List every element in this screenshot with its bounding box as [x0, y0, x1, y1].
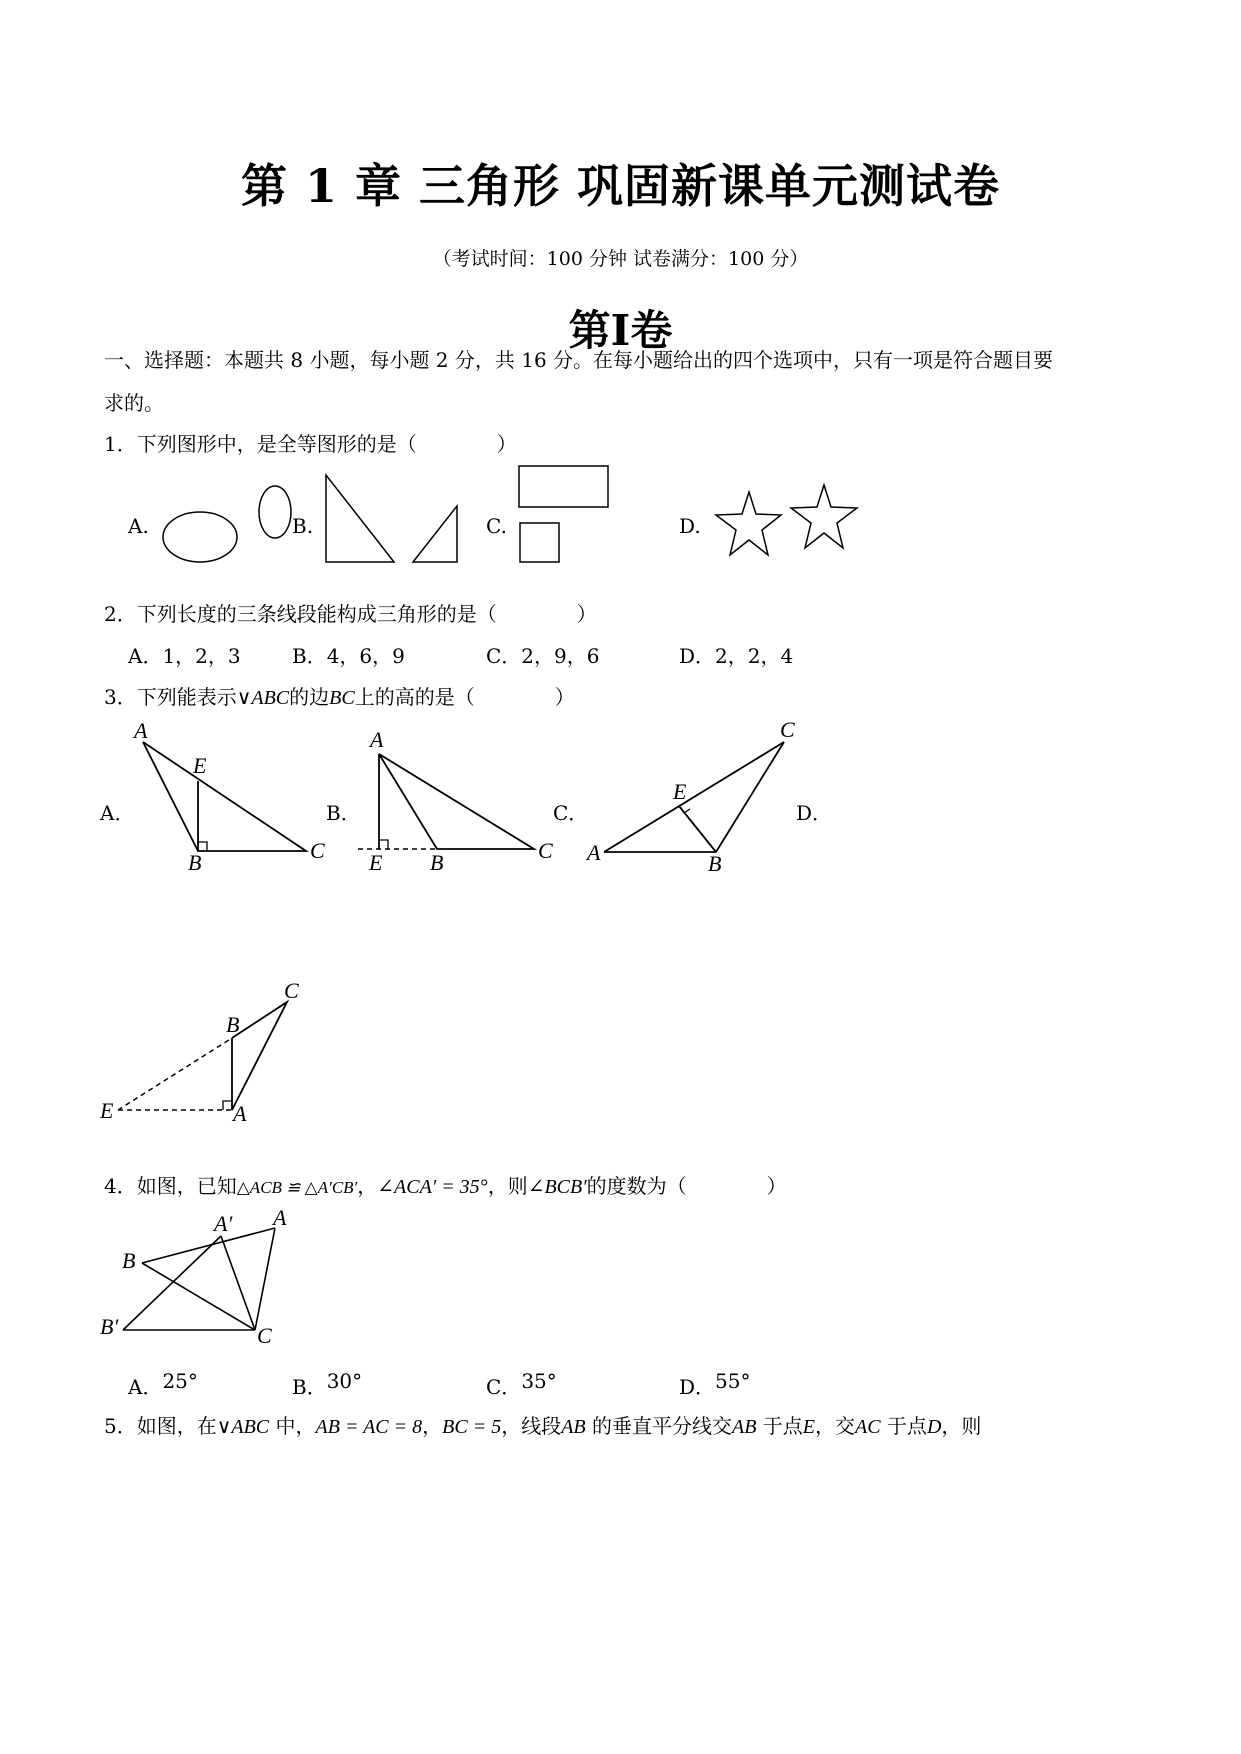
q5-math-ab: AB	[561, 1416, 586, 1438]
q4-math-angle: ∠ACA′ = 35°	[377, 1176, 488, 1198]
q5-math-eq2: BC = 5	[442, 1416, 502, 1438]
q4-stem-part: ，则	[487, 1174, 528, 1198]
q5-stem-part: ，则	[941, 1414, 982, 1438]
q3-stem-part: 上的高的是（ ）	[354, 685, 575, 709]
q5-stem-part: 的垂直平分线交	[585, 1414, 732, 1438]
q3-fig-a-label-e: E	[193, 753, 207, 778]
q4-fig-label-a-prime: A′	[214, 1211, 233, 1236]
q4-option-letter: D．	[679, 1375, 716, 1399]
q4-option-b	[292, 1371, 362, 1400]
q4-option-c	[486, 1371, 557, 1400]
q3-fig-c-label-c: C	[780, 717, 795, 742]
q5-math-ac: AC	[855, 1416, 881, 1438]
q3-stem-part: 3．下列能表示	[104, 685, 237, 709]
q1-option-c: C.	[486, 514, 507, 538]
q1-option-d: D.	[679, 514, 701, 538]
star-left	[716, 492, 781, 555]
q4-stem-part: 的度数为（ ）	[586, 1174, 787, 1198]
q5-stem-part: 5．如图，在	[104, 1414, 217, 1438]
q5-math-e: E	[802, 1416, 816, 1438]
q4-option-letter: B．	[292, 1375, 327, 1399]
q5-stem-part: 于点	[756, 1414, 803, 1438]
q4-math-angle2: ∠BCB′	[527, 1176, 587, 1198]
wide-rectangle	[519, 466, 608, 507]
q3-math-bc: BC	[329, 687, 355, 709]
section-instruction-line1: 一、选择题：本题共 8 小题，每小题 2 分，共 16 分。在每小题给出的四个选项中，只有一项是符合题目要	[104, 348, 1054, 372]
q3-fig-c-label-e: E	[673, 779, 687, 804]
q1-stem: 1．下列图形中，是全等图形的是（ ）	[104, 432, 517, 456]
large-triangle	[326, 475, 394, 562]
q3-fig-a-label-c: C	[310, 838, 325, 863]
star-right	[791, 485, 857, 548]
q4-option-letter: C．	[486, 1375, 522, 1399]
q3-fig-b-label-c: C	[538, 838, 553, 863]
q2-option-b: B．4，6，9	[292, 644, 405, 668]
q3-fig-a-label-b: B	[188, 850, 202, 875]
q3-stem	[104, 681, 575, 710]
q5-math-ab: AB	[732, 1416, 757, 1438]
q3-math-abc: ABC	[251, 687, 290, 709]
small-ellipse	[259, 486, 291, 538]
q2-stem: 2．下列长度的三条线段能构成三角形的是（ ）	[104, 602, 597, 626]
q5-stem-part: ，交	[815, 1414, 856, 1438]
q4-option-letter: A．	[128, 1375, 163, 1399]
q3-fig-d-label-c: C	[284, 978, 299, 1003]
large-ellipse	[163, 512, 237, 562]
q4-fig-label-a: A	[273, 1205, 287, 1230]
q3-fig-d-label-e: E	[100, 1098, 114, 1123]
page-title: 第 1 章 三角形 巩固新课单元测试卷	[240, 159, 1001, 213]
q4-stem	[104, 1170, 787, 1199]
q3-stem-part: 的边	[289, 685, 330, 709]
q1-option-b: B.	[292, 514, 314, 538]
q5-math-d: D	[926, 1416, 942, 1438]
q4-stem-part: 4．如图，已知	[104, 1174, 237, 1198]
q3-fig-d-label-b: B	[226, 1012, 240, 1037]
q4-fig-label-b-prime: B′	[100, 1314, 119, 1339]
q3-fig-b-label-a: A	[370, 727, 384, 752]
q1-option-a: A.	[128, 514, 149, 538]
q4-math-congruence: △ACB ≌ △A′CB′	[236, 1178, 358, 1197]
q3-option-c: C．	[553, 801, 589, 825]
q5-stem-part: ，线段	[501, 1414, 562, 1438]
q3-fig-b-label-e: E	[369, 850, 383, 875]
q3-fig-b-label-b: B	[430, 850, 444, 875]
q3-option-b: B．	[326, 801, 361, 825]
q5-stem-part: 中，	[269, 1414, 316, 1438]
q2-option-d: D．2，2，4	[679, 644, 794, 668]
small-triangle	[413, 506, 457, 562]
q3-fig-d-label-a: A	[233, 1101, 247, 1126]
q4-option-value: 25°	[162, 1369, 198, 1393]
q4-option-a	[128, 1371, 198, 1400]
q5-stem	[104, 1410, 981, 1439]
square	[520, 523, 559, 562]
q3-option-d: D．	[796, 801, 833, 825]
q4-stem-part: ，	[357, 1174, 378, 1198]
q5-math-eq1: AB = AC = 8	[315, 1416, 423, 1438]
q4-option-value: 30°	[326, 1369, 363, 1393]
q4-option-value: 35°	[521, 1369, 557, 1393]
q3-option-a: A．	[100, 801, 135, 825]
exam-info: （考试时间：100 分钟 试卷满分：100 分）	[432, 248, 809, 270]
q3-fig-c-label-b: B	[708, 851, 722, 876]
q4-fig-label-c: C	[257, 1323, 272, 1348]
part-title: 第Ⅰ卷	[568, 306, 673, 355]
q5-stem-part: ，	[422, 1414, 443, 1438]
q3-fig-a-label-a: A	[134, 718, 148, 743]
q3-fig-c-label-a: A	[587, 840, 601, 865]
q4-option-value: 55°	[715, 1369, 751, 1393]
q2-option-c: C．2，9，6	[486, 644, 600, 668]
q5-stem-part: 于点	[880, 1414, 927, 1438]
q5-math-abc: ABC	[231, 1416, 270, 1438]
triangle-symbol: ∨	[216, 1414, 232, 1438]
q2-option-a: A．1，2，3	[128, 644, 241, 668]
q4-option-d	[679, 1371, 751, 1400]
q4-fig-label-b: B	[122, 1248, 136, 1273]
section-instruction-line2: 求的。	[104, 391, 164, 415]
triangle-symbol: ∨	[236, 685, 252, 709]
